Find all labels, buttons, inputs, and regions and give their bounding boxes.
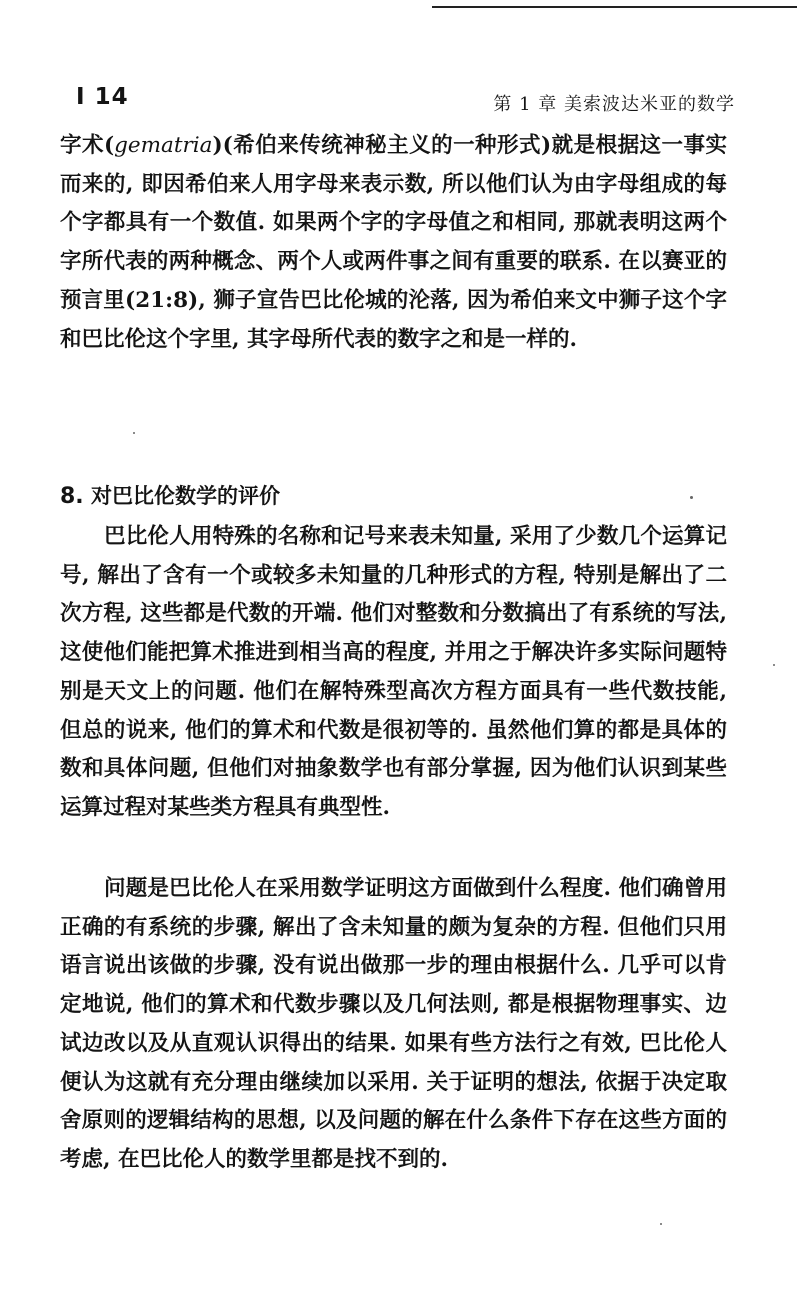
scan-speck	[690, 496, 693, 499]
scan-speck	[773, 664, 775, 666]
page-header	[66, 84, 735, 116]
paragraph-proof: 问题是巴比伦人在采用数学证明这方面做到什么程度. 他们确曾用正确的有系统的步骤, 解出了含未知量的颇为复杂的方程. 但他们只用语言说出该做的步骤, 没有说出做那一步的理由根据什么. 几乎可以肯定地说, 他们的算术和代数步骤以及几何法则, 都是根据物理事实、边试边改以及从直观认识得出的结果. 如果有些方法行之有效, 巴比伦人便认为这就有充分理由继续加以采用. 关于证明的想法, 依据于决定取舍原则的逻辑结构的思想, 以及问题的解在什么条件下存在这些方面的考虑, 在巴比伦人的数学里都是找不到的.	[60, 876, 727, 1172]
paragraph-gematria-rest: )(希伯来传统神秘主义的一种形式)就是根据这一事实而来的, 即因希伯来人用字母来表示数, 所以他们认为由字母组成的每个字都具有一个数值. 如果两个字的字母值之和相同, 那就表明这两个字所代表的两种概念、两个人或两件事之间有重要的联系. 在以赛亚的预言里(21:8), 狮子宣告巴比伦城的沦落, 因为希伯来文中狮子这个字和巴比伦这个字里, 其字母所代表的数字之和是一样的.	[60, 133, 727, 352]
paragraph-gematria-lead: 字术(	[60, 133, 115, 158]
scan-speck	[133, 432, 135, 434]
section-heading	[60, 480, 280, 510]
running-head: 第 1 章 美索波达米亚的数学	[493, 94, 735, 115]
page-number: I 14	[76, 84, 129, 110]
top-rule	[432, 6, 797, 8]
paragraph-gematria	[60, 127, 727, 359]
paragraph-evaluation: 巴比伦人用特殊的名称和记号来表未知量, 采用了少数几个运算记号, 解出了含有一个或较多未知量的几种形式的方程, 特别是解出了二次方程, 这些都是代数的开端. 他们对整数和分数搞出了有系统的写法, 这使他们能把算术推进到相当高的程度, 并用之于解决许多实际问题特别是天文上的问题. 他们在解特殊型高次方程方面具有一些代数技能, 但总的说来, 他们的算术和代数是很初等的. 虽然他们算的都是具体的数和具体问题, 但他们对抽象数学也有部分掌握, 因为他们认识到某些运算过程对某些类方程具有典型性.	[60, 524, 727, 820]
term-gematria: gematria	[114, 133, 213, 158]
section-number: 8.	[60, 484, 84, 509]
section-title-text: 对巴比伦数学的评价	[90, 484, 280, 508]
scan-speck	[660, 1223, 662, 1225]
